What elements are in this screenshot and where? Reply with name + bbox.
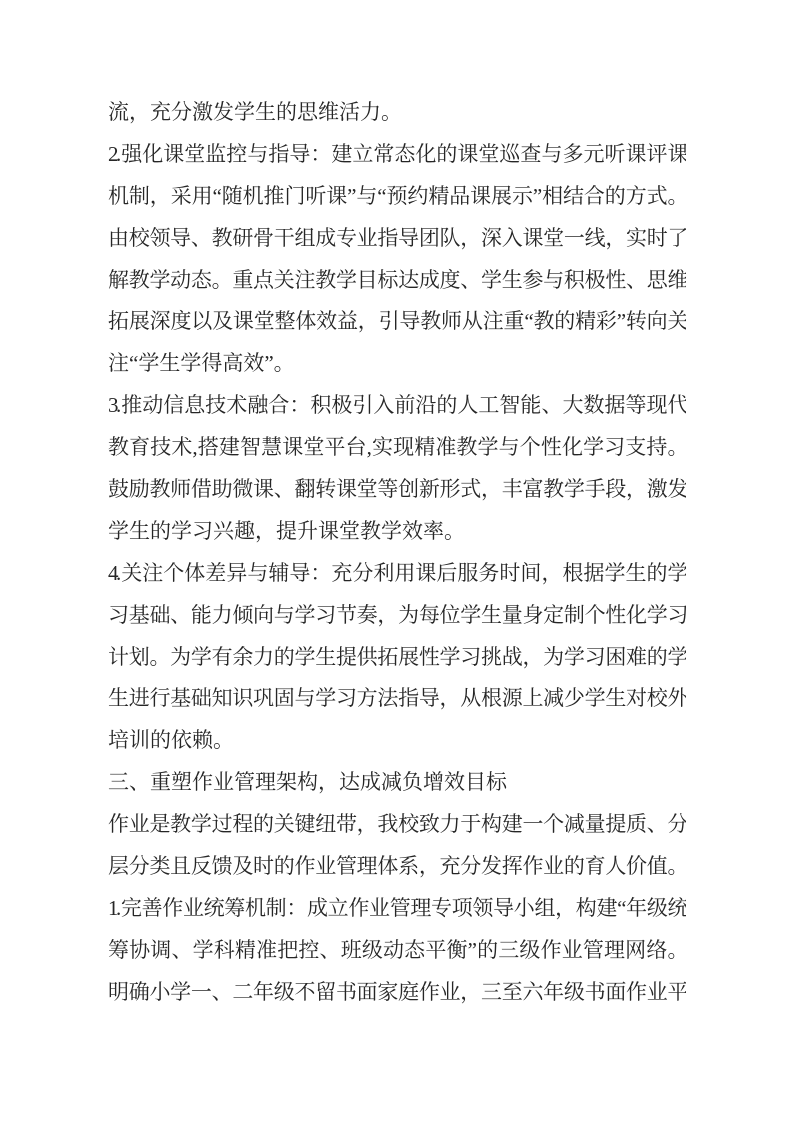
text-line-16: 培训的依赖。 bbox=[108, 728, 234, 753]
text-line-11: 学生的学习兴趣，提升课堂教学效率。 bbox=[108, 518, 465, 543]
text-line-21: 筹协调、学科精准把控、班级动态平衡”的三级作业管理网络。 bbox=[108, 937, 686, 962]
text-line-7: 注“学生学得高效”。 bbox=[108, 351, 295, 376]
section-heading: 三、重塑作业管理架构，达成减负增效目标 bbox=[108, 770, 507, 795]
text-line-19: 层分类且反馈及时的作业管理体系，充分发挥作业的育人价值。 bbox=[108, 854, 686, 879]
text-line-10: 鼓励教师借助微课、翻转课堂等创新形式，丰富教学手段，激发 bbox=[108, 477, 686, 502]
text-line-20: 1.完善作业统筹机制：成立作业管理专项领导小组，构建“年级统 bbox=[108, 895, 686, 920]
text-line-22: 明确小学一、二年级不留书面家庭作业，三至六年级书面作业平 bbox=[108, 979, 686, 1004]
document-lines bbox=[108, 92, 686, 1014]
text-line-1: 流，充分激发学生的思维活力。 bbox=[108, 100, 402, 124]
text-line-3: 机制，采用“随机推门听课”与“预约精品课展示”相结合的方式。 bbox=[108, 183, 686, 208]
text-line-8: 3.推动信息技术融合：积极引入前沿的人工智能、大数据等现代 bbox=[108, 393, 686, 418]
text-line-13: 习基础、能力倾向与学习节奏，为每位学生量身定制个性化学习 bbox=[108, 602, 686, 627]
text-line-14: 计划。为学有余力的学生提供拓展性学习挑战，为学习困难的学 bbox=[108, 644, 686, 669]
text-line-4: 由校领导、教研骨干组成专业指导团队，深入课堂一线，实时了 bbox=[108, 225, 686, 250]
text-line-18: 作业是教学过程的关键纽带，我校致力于构建一个减量提质、分 bbox=[108, 812, 686, 837]
text-line-15: 生进行基础知识巩固与学习方法指导，从根源上减少学生对校外 bbox=[108, 686, 686, 711]
text-line-9: 教育技术,搭建智慧课堂平台,实现精准教学与个性化学习支持。 bbox=[108, 435, 686, 460]
text-line-5: 解教学动态。重点关注教学目标达成度、学生参与积极性、思维 bbox=[108, 267, 686, 292]
text-line-6: 拓展深度以及课堂整体效益，引导教师从注重“教的精彩”转向关 bbox=[108, 309, 686, 334]
text-line-2: 2.强化课堂监控与指导：建立常态化的课堂巡查与多元听课评课 bbox=[108, 141, 686, 166]
text-line-12: 4.关注个体差异与辅导：充分利用课后服务时间，根据学生的学 bbox=[108, 560, 686, 585]
